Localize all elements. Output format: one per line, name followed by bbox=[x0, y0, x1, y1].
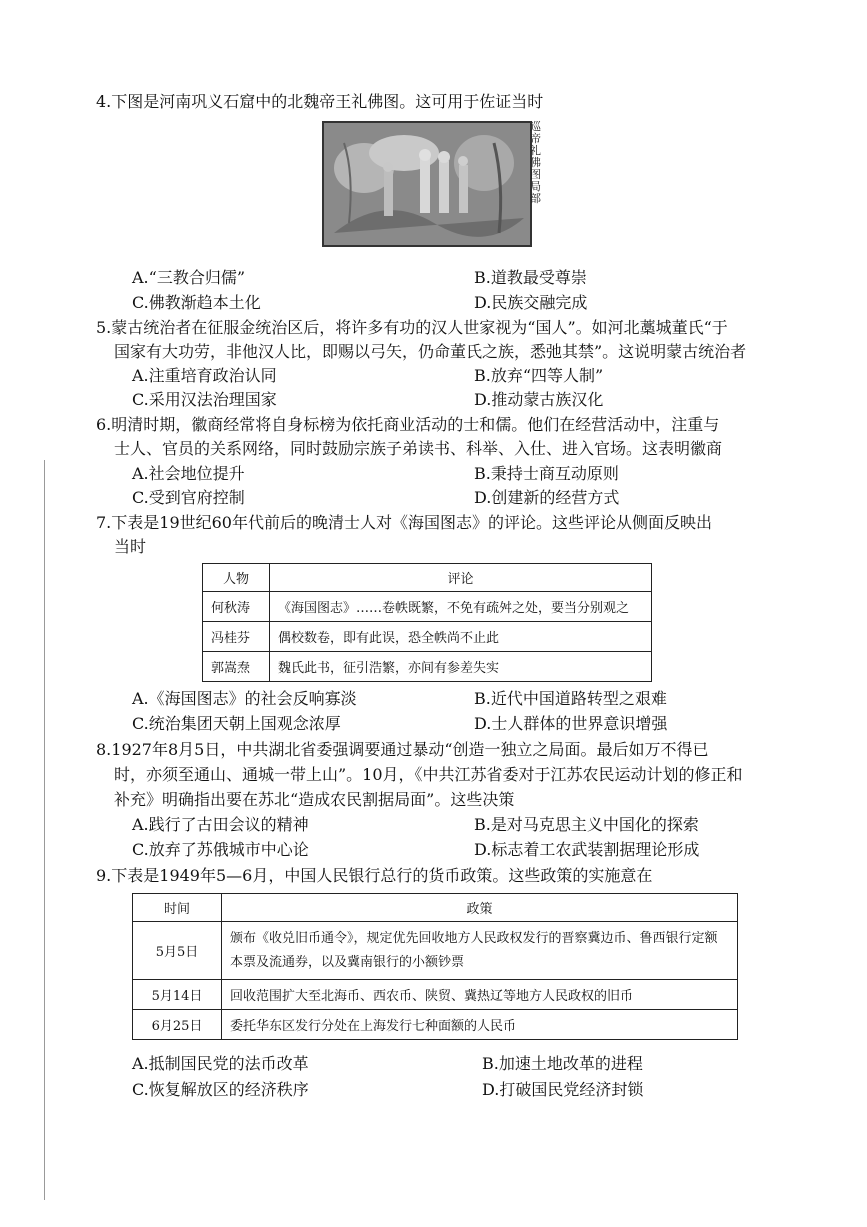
q5-option-b[interactable]: B.放弃“四等人制” bbox=[474, 366, 604, 385]
q7-row3-review: 魏氏此书，征引浩繁，亦间有参差失实 bbox=[270, 652, 652, 682]
q7-row1-review: 《海国图志》……卷帙既繁，不免有疏舛之处，要当分别观之 bbox=[270, 592, 652, 622]
q9-stem: 9.下表是1949年5—6月，中国人民银行总行的货币政策。这些政策的实施意在 bbox=[96, 866, 653, 885]
q8-option-d[interactable]: D.标志着工农武装割据理论形成 bbox=[474, 840, 700, 859]
q7-col-review: 评论 bbox=[270, 564, 652, 592]
q9-option-b[interactable]: B.加速土地改革的进程 bbox=[482, 1054, 643, 1073]
table-row bbox=[133, 922, 738, 980]
q9-option-a[interactable]: A.抵制国民党的法币改革 bbox=[132, 1054, 309, 1073]
q7-option-d[interactable]: D.士人群体的世界意识增强 bbox=[474, 714, 668, 733]
q5-option-a[interactable]: A.注重培育政治认同 bbox=[132, 366, 277, 385]
q8-stem-line-3: 补充》明确指出要在苏北“造成农民割据局面”。这些决策 bbox=[114, 790, 515, 809]
q7-option-a[interactable]: A.《海国图志》的社会反响寡淡 bbox=[132, 689, 357, 708]
q9-row2-time: 5月14日 bbox=[133, 980, 222, 1010]
q9-option-c[interactable]: C.恢复解放区的经济秩序 bbox=[132, 1080, 309, 1099]
q4-stem: 4.下图是河南巩义石窟中的北魏帝王礼佛图。这可用于佐证当时 bbox=[96, 92, 544, 111]
q5-option-c[interactable]: C.采用汉法治理国家 bbox=[132, 390, 277, 409]
q6-option-a[interactable]: A.社会地位提升 bbox=[132, 464, 245, 483]
q8-option-a[interactable]: A.践行了古田会议的精神 bbox=[132, 815, 309, 834]
q9-option-d[interactable]: D.打破国民党经济封锁 bbox=[482, 1080, 644, 1099]
q5-stem-line-2: 国家有大功劳，非他汉人比，即赐以弓矢，仍命董氏之族，悉弛其禁”。这说明蒙古统治者 bbox=[114, 342, 747, 361]
q7-row3-person: 郭嵩焘 bbox=[203, 652, 270, 682]
q9-row1-time: 5月5日 bbox=[133, 922, 222, 980]
q6-stem-line-2: 士人、官员的关系网络，同时鼓励宗族子弟读书、科举、入仕、进入官场。这表明徽商 bbox=[114, 439, 723, 458]
q7-row2-review: 偶校数卷，即有此误，恐全帙尚不止此 bbox=[270, 622, 652, 652]
margin-rule bbox=[44, 460, 45, 1200]
q8-option-b[interactable]: B.是对马克思主义中国化的探索 bbox=[474, 815, 699, 834]
q7-row2-person: 冯桂芬 bbox=[203, 622, 270, 652]
q7-stem-line-1: 7.下表是19世纪60年代前后的晚清士人对《海国图志》的评论。这些评论从侧面反映出 bbox=[96, 513, 712, 532]
table-row bbox=[203, 592, 652, 622]
q6-option-d[interactable]: D.创建新的经营方式 bbox=[474, 488, 620, 507]
q6-option-b[interactable]: B.秉持士商互动原则 bbox=[474, 464, 619, 483]
q7-reviews-table bbox=[202, 563, 652, 682]
q9-policy-table bbox=[132, 893, 738, 1040]
q4-option-d[interactable]: D.民族交融完成 bbox=[474, 293, 588, 312]
q9-row3-time: 6月25日 bbox=[133, 1010, 222, 1040]
table-row bbox=[133, 1010, 738, 1040]
figure-caption: 巡帝礼佛图局部 bbox=[530, 120, 541, 205]
q9-col-time: 时间 bbox=[133, 894, 222, 922]
q7-option-c[interactable]: C.统治集团天朝上国观念浓厚 bbox=[132, 714, 341, 733]
table-row bbox=[133, 980, 738, 1010]
q9-row2-policy: 回收范围扩大至北海币、西农币、陕贸、冀热辽等地方人民政权的旧币 bbox=[222, 980, 738, 1010]
q9-row1-policy: 颁布《收兑旧币通令》，规定优先回收地方人民政权发行的晋察冀边币、鲁西银行定额本票及流通券，以及冀南银行的小额钞票 bbox=[222, 922, 738, 980]
q5-option-d[interactable]: D.推动蒙古族汉化 bbox=[474, 390, 604, 409]
q9-col-policy: 政策 bbox=[222, 894, 738, 922]
q4-option-a[interactable]: A.“三教合归儒” bbox=[132, 268, 246, 287]
table-row bbox=[203, 652, 652, 682]
q7-col-person: 人物 bbox=[203, 564, 270, 592]
q7-option-b[interactable]: B.近代中国道路转型之艰难 bbox=[474, 689, 667, 708]
q8-option-c[interactable]: C.放弃了苏俄城市中心论 bbox=[132, 840, 309, 859]
q9-row3-policy: 委托华东区发行分处在上海发行七种面额的人民币 bbox=[222, 1010, 738, 1040]
q8-stem-line-1: 8.1927年8月5日，中共湖北省委强调要通过暴动“创造一独立之局面。最后如万不得已 bbox=[96, 740, 709, 759]
buddha-worship-relief-image bbox=[322, 121, 532, 247]
q4-option-c[interactable]: C.佛教渐趋本土化 bbox=[132, 293, 261, 312]
q4-option-b[interactable]: B.道教最受尊崇 bbox=[474, 268, 587, 287]
q6-stem-line-1: 6.明清时期，徽商经常将自身标榜为依托商业活动的士和儒。他们在经营活动中，注重与 bbox=[96, 415, 720, 434]
q7-stem-line-2: 当时 bbox=[114, 537, 147, 556]
table-row bbox=[203, 622, 652, 652]
q6-option-c[interactable]: C.受到官府控制 bbox=[132, 488, 245, 507]
q7-row1-person: 何秋涛 bbox=[203, 592, 270, 622]
q5-stem-line-1: 5.蒙古统治者在征服金统治区后，将许多有功的汉人世家视为“国人”。如河北藁城董氏“于 bbox=[96, 318, 728, 337]
q8-stem-line-2: 时，亦须至通山、通城一带上山”。10月，《中共江苏省委对于江苏农民运动计划的修正和 bbox=[114, 765, 743, 784]
